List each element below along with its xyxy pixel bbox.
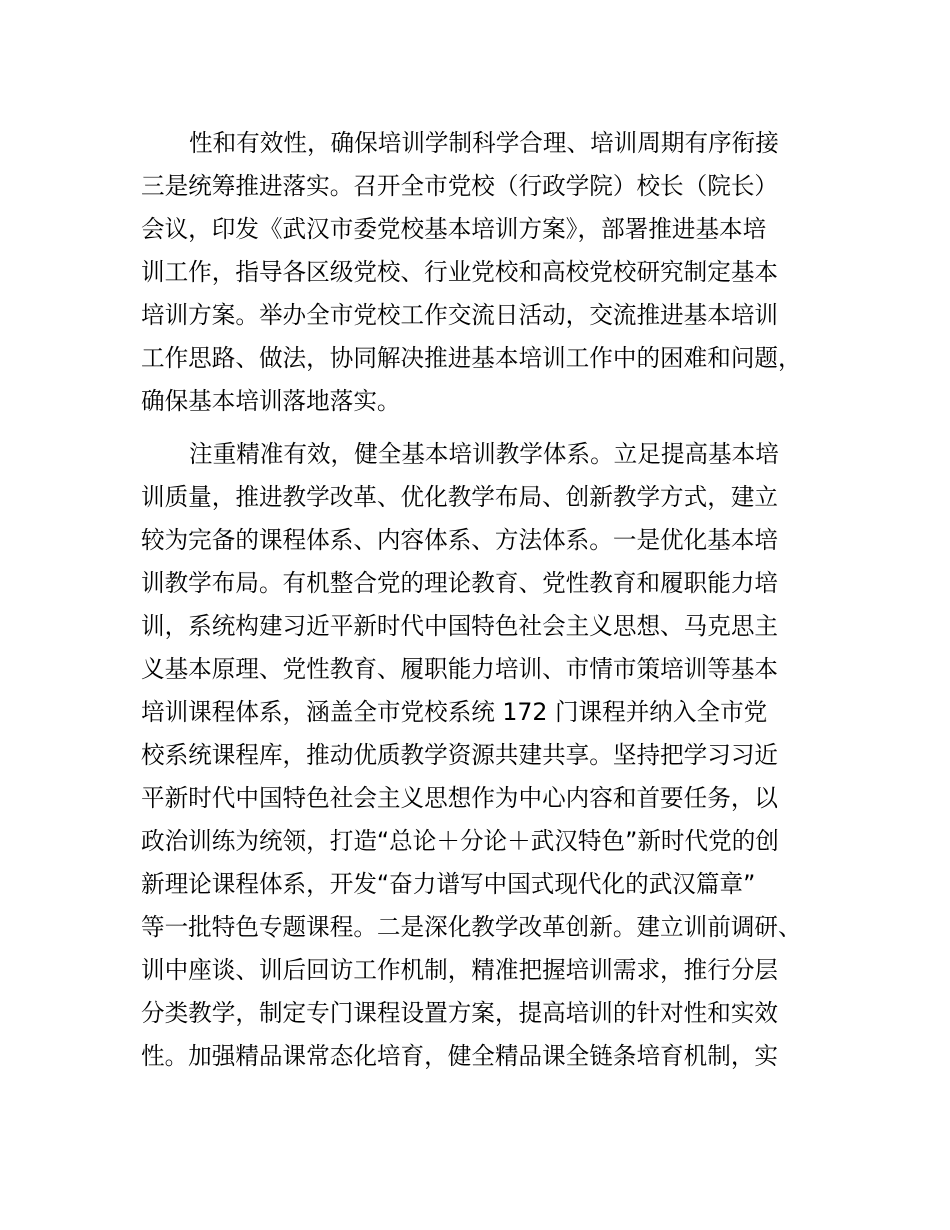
text-line: 新理论课程体系，开发“奋力谱写中国式现代化的武汉篇章” [141, 870, 756, 898]
text-line: 校系统课程库，推动优质教学资源共建共享。坚持把学习习近 [141, 741, 779, 769]
text-line: 训中座谈、训后回访工作机制，精准把握培训需求，推行分层 [141, 956, 779, 984]
document-page [141, 122, 831, 1088]
text-line: 性和有效性，确保培训学制科学合理、培训周期有序衔接 [189, 129, 779, 157]
text-line: 义基本原理、党性教育、履职能力培训、市情市策培训等基本 [141, 655, 779, 683]
text-line: 政治训练为统领，打造“总论＋分论＋武汉特色”新时代党的创 [141, 827, 779, 855]
text-line: 培训方案。举办全市党校工作交流日活动，交流推进基本培训 [141, 301, 779, 329]
text-line: 分类教学，制定专门课程设置方案，提高培训的针对性和实效 [141, 999, 779, 1027]
text-line: 注重精准有效，健全基本培训教学体系。立足提高基本培 [189, 440, 779, 468]
text-line: 工作思路、做法，协同解决推进基本培训工作中的困难和问题， [141, 344, 802, 372]
text-line: 三是统筹推进落实。召开全市党校（行政学院）校长（院长） [141, 172, 779, 200]
text-line: 会议，印发《武汉市委党校基本培训方案》，部署推进基本培 [141, 215, 767, 243]
paragraph-1 [141, 122, 831, 423]
text-line: 等一批特色专题课程。二是深化教学改革创新。建立训前调研、 [141, 913, 802, 941]
text-line: 训教学布局。有机整合党的理论教育、党性教育和履职能力培 [141, 569, 779, 597]
text-line: 确保基本培训落地落实。 [141, 387, 401, 415]
text-line: 训工作，指导各区级党校、行业党校和高校党校研究制定基本 [141, 258, 779, 286]
text-line: 训质量，推进教学改革、优化教学布局、创新教学方式，建立 [141, 483, 779, 511]
text-line: 训，系统构建习近平新时代中国特色社会主义思想、马克思主 [141, 612, 779, 640]
paragraph-2 [141, 433, 831, 1078]
text-line: 较为完备的课程体系、内容体系、方法体系。一是优化基本培 [141, 526, 779, 554]
text-line: 性。加强精品课常态化培育，健全精品课全链条培育机制，实 [141, 1042, 779, 1070]
text-line: 平新时代中国特色社会主义思想作为中心内容和首要任务，以 [141, 784, 779, 812]
text-line: 培训课程体系，涵盖全市党校系统 172 门课程并纳入全市党 [141, 698, 768, 726]
